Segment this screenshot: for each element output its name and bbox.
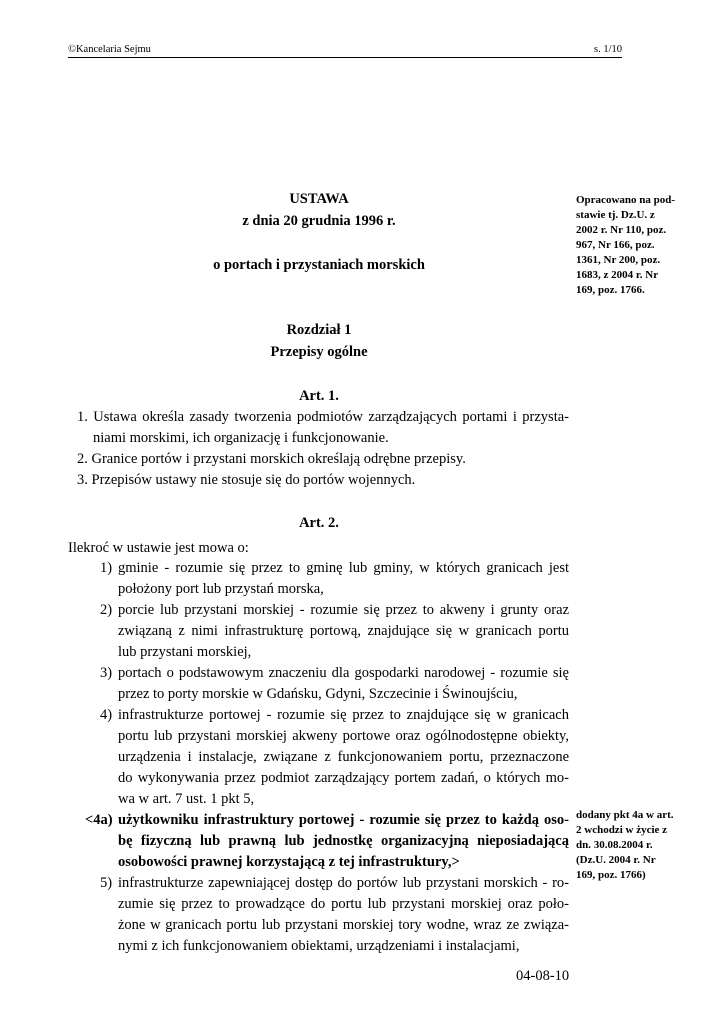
- act-date: z dnia 20 grudnia 1996 r.: [242, 213, 396, 229]
- art2-intro: Ilekroć w ustawie jest mowa o:: [68, 540, 249, 556]
- art2-item4-number: 4): [100, 707, 113, 723]
- art1-p1-line1: 1. Ustawa określa zasady tworzenia podmiotów zarządzających portami i przysta-: [77, 409, 569, 425]
- art2-item1-line2: położony port lub przystań morska,: [118, 581, 324, 597]
- side-note-line: 2002 r. Nr 110, poz.: [576, 224, 667, 236]
- side-note-line: Opracowano na pod-: [576, 194, 676, 206]
- side-note-source: [576, 193, 694, 298]
- art2-item3-line1: portach o podstawowym znaczeniu dla gospodarki narodowej - rozumie się: [118, 665, 569, 681]
- side-note-line: 1361, Nr 200, poz.: [576, 254, 661, 266]
- art2-item4a-line2: bę fizyczną lub prawną lub jednostkę organizacyjną nieposiadającą: [118, 833, 569, 849]
- art2-item5-number: 5): [100, 875, 113, 891]
- chapter-number: Rozdział 1: [286, 322, 352, 338]
- art2-item5-line2: zumie się przez to prowadzące do portu lub przystani morskiej oraz poło-: [118, 896, 569, 912]
- act-title: USTAWA: [289, 191, 349, 207]
- side-note-line: 2 wchodzi w życie z: [576, 824, 668, 836]
- art2-item4a-number: <4a): [85, 812, 113, 828]
- header-rule: [68, 57, 622, 58]
- side-note-line: 169, poz. 1766): [576, 869, 646, 881]
- art2-item2-line2: związaną z nimi infrastrukturę portową, znajdujące się w granicach portu: [118, 623, 569, 639]
- art2-item3-line2: przez to porty morskie w Gdańsku, Gdyni, Szczecinie i Świnoujściu,: [118, 686, 518, 702]
- chapter-title: Przepisy ogólne: [270, 344, 368, 360]
- art2-item1-line1: gminie - rozumie się przez to gminę lub gminy, w których granicach jest: [118, 560, 569, 576]
- art2-item4a-line3: osobowości prawnej korzystającą z tej infrastruktury,>: [118, 854, 460, 870]
- side-note-line: 1683, z 2004 r. Nr: [576, 269, 659, 281]
- art2-item5-line1: infrastrukturze zapewniającej dostęp do portów lub przystani morskich - ro-: [118, 875, 569, 891]
- side-note-line: 169, poz. 1766.: [576, 284, 645, 296]
- art2-heading: Art. 2.: [299, 515, 339, 531]
- art2-item5-line4: nymi z ich funkcjonowaniem obiektami, urządzeniami i instalacjami,: [118, 938, 520, 954]
- act-subject: o portach i przystaniach morskich: [213, 257, 425, 273]
- side-note-line: 967, Nr 166, poz.: [576, 239, 655, 251]
- art1-p2: 2. Granice portów i przystani morskich określają odrębne przepisy.: [77, 451, 466, 467]
- header-page-number: s. 1/10: [593, 44, 622, 55]
- art2-item1-number: 1): [100, 560, 113, 576]
- side-note-line: (Dz.U. 2004 r. Nr: [576, 854, 656, 866]
- art2-item2-line3: lub przystani morskiej,: [118, 644, 252, 660]
- art2-item4-line4: do wykonywania przez podmiot zarządzający portem zadań, o których mo-: [118, 770, 569, 786]
- art2-item4-line1: infrastrukturze portowej - rozumie się przez to znajdujące się w granicach: [118, 707, 569, 723]
- footer-date-code: 04-08-10: [516, 968, 570, 984]
- art2-item4a-line1: użytkowniku infrastruktury portowej - rozumie się przez to każdą oso-: [118, 812, 569, 828]
- art2-item4-line3: urządzenia i instalacje, związane z funkcjonowaniem portu, przeznaczone: [118, 749, 569, 765]
- art2-item2-number: 2): [100, 602, 113, 618]
- side-note-amendment: [576, 808, 694, 883]
- art2-item2-line1: porcie lub przystani morskiej - rozumie się przez to akweny i grunty oraz: [118, 602, 569, 618]
- art2-item4-line2: portu lub przystani morskiej akweny portowe oraz ogólnodostępne obiekty,: [118, 728, 569, 744]
- art1-p1-line2: niami morskimi, ich organizację i funkcjonowanie.: [93, 430, 389, 446]
- side-note-line: dn. 30.08.2004 r.: [576, 839, 653, 851]
- art1-heading: Art. 1.: [299, 388, 339, 404]
- side-note-line: dodany pkt 4a w art.: [576, 809, 674, 821]
- header-publisher: ©Kancelaria Sejmu: [68, 44, 151, 55]
- art2-item4-line5: wa w art. 7 ust. 1 pkt 5,: [118, 791, 255, 807]
- art2-item5-line3: żone w granicach portu lub przystani morskiej tory wodne, wraz ze związa-: [118, 917, 569, 933]
- side-note-line: stawie tj. Dz.U. z: [576, 209, 655, 221]
- art1-p3: 3. Przepisów ustawy nie stosuje się do portów wojennych.: [77, 472, 416, 488]
- art2-item3-number: 3): [100, 665, 113, 681]
